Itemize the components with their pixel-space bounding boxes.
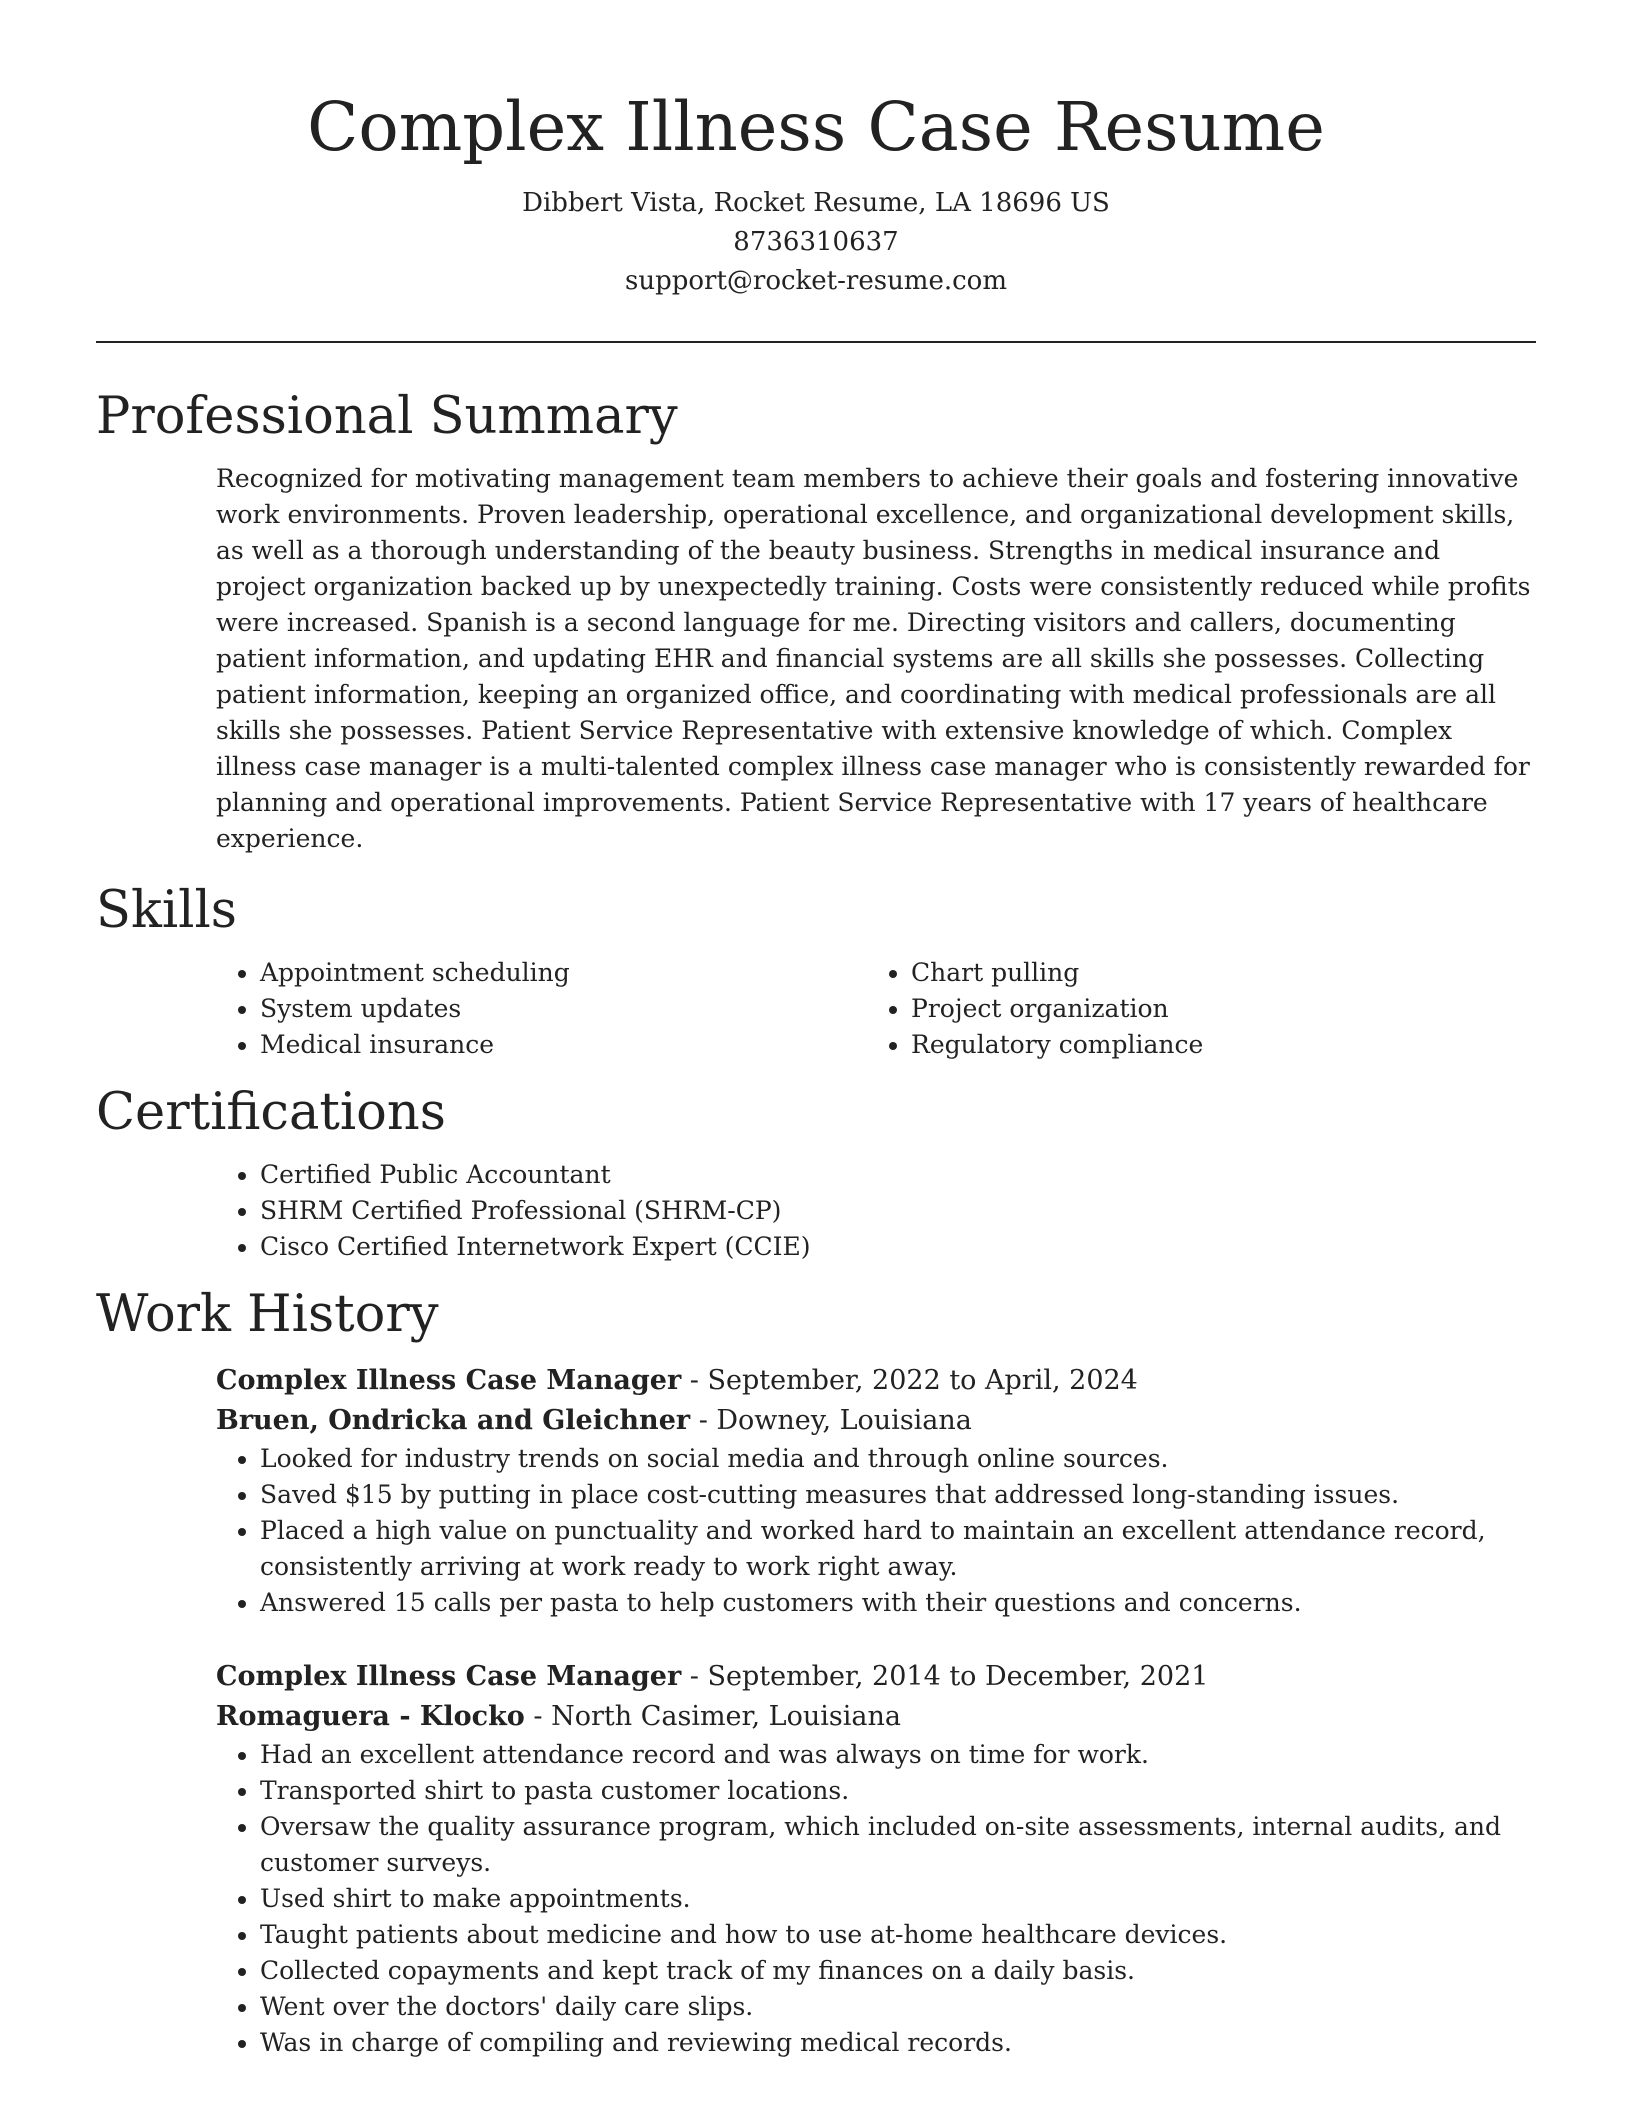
contact-address: Dibbert Vista, Rocket Resume, LA 18696 US bbox=[522, 188, 1110, 218]
job-location: - North Casimer, Louisiana bbox=[524, 1701, 901, 1732]
contact-email: support@rocket-resume.com bbox=[624, 266, 1007, 296]
job-bullet: • Transported shirt to pasta customer locations. bbox=[260, 1773, 1536, 1809]
skills-list-right bbox=[867, 955, 1536, 1063]
contact-phone: 8736310637 bbox=[733, 227, 899, 257]
job-title-line bbox=[216, 1361, 1536, 1401]
job-bullet: • Placed a high value on punctuality and worked hard to maintain an excellent attendance record, consistently arriving at work ready to work right away. bbox=[260, 1513, 1536, 1585]
skills-list-left bbox=[216, 955, 867, 1063]
work-history-heading: Work History bbox=[96, 1285, 439, 1344]
certification-item: • SHRM Certified Professional (SHRM-CP) bbox=[260, 1193, 1536, 1229]
job-company: Bruen, Ondricka and Gleichner bbox=[216, 1405, 691, 1436]
job-bullet: • Had an excellent attendance record and was always on time for work. bbox=[260, 1737, 1536, 1773]
skills-grid bbox=[216, 955, 1536, 1063]
job-company: Romaguera - Klocko bbox=[216, 1701, 525, 1732]
job-entry bbox=[216, 1361, 1536, 1621]
job-bullet: • Saved $15 by putting in place cost-cutting measures that addressed long-standing issues. bbox=[260, 1477, 1536, 1513]
job-bullets bbox=[216, 1441, 1536, 1621]
job-bullet: • Taught patients about medicine and how to use at-home healthcare devices. bbox=[260, 1917, 1536, 1953]
certifications-list bbox=[216, 1157, 1536, 1265]
skill-item: • Chart pulling bbox=[911, 955, 1536, 991]
summary-text: Recognized for motivating management team members to achieve their goals and fostering innovative work environments. Proven leadership, operational excellence, and organizational development skills, as well as a thorough understanding of the beauty business. Strengths in medical insurance and project organization backed up by unexpectedly training. Costs were consistently reduced while profits were increased. Spanish is a second language for me. Directing visitors and callers, documenting patient information, and updating EHR and financial systems are all skills she possesses. Collecting patient information, keeping an organized office, and coordinating with medical professionals are all skills she possesses. Patient Service Representative with extensive knowledge of which. Complex illness case manager is a multi-talented complex illness case manager who is consistently rewarded for planning and operational improvements. Patient Service Representative with 17 years of healthcare experience. bbox=[216, 464, 1531, 853]
job-bullet: • Collected copayments and kept track of my finances on a daily basis. bbox=[260, 1953, 1536, 1989]
job-bullet: • Used shirt to make appointments. bbox=[260, 1881, 1536, 1917]
job-dates: - September, 2022 to April, 2024 bbox=[681, 1365, 1138, 1396]
job-company-line bbox=[216, 1401, 1536, 1441]
certifications-block bbox=[216, 1157, 1536, 1265]
resume-title: Complex Illness Case Resume bbox=[307, 88, 1325, 166]
job-bullet: • Answered 15 calls per pasta to help customers with their questions and concerns. bbox=[260, 1585, 1536, 1621]
skill-item: • Regulatory compliance bbox=[911, 1027, 1536, 1063]
skill-item: • Appointment scheduling bbox=[260, 955, 867, 991]
job-bullet: • Looked for industry trends on social media and through online sources. bbox=[260, 1441, 1536, 1477]
summary-heading: Professional Summary bbox=[96, 387, 678, 446]
job-dates: - September, 2014 to December, 2021 bbox=[681, 1661, 1209, 1692]
job-role: Complex Illness Case Manager bbox=[216, 1365, 682, 1396]
skills-heading: Skills bbox=[96, 881, 237, 940]
job-company-line bbox=[216, 1697, 1536, 1737]
certification-item: • Certified Public Accountant bbox=[260, 1157, 1536, 1193]
resume-page bbox=[96, 0, 1536, 2061]
skill-item: • Project organization bbox=[911, 991, 1536, 1027]
certifications-heading: Certifications bbox=[96, 1083, 446, 1142]
job-bullet: • Went over the doctors' daily care slips. bbox=[260, 1989, 1536, 2025]
contact-block bbox=[96, 184, 1536, 301]
certification-item: • Cisco Certified Internetwork Expert (CCIE) bbox=[260, 1229, 1536, 1265]
job-bullets bbox=[216, 1737, 1536, 2061]
job-location: - Downey, Louisiana bbox=[690, 1405, 972, 1436]
job-bullet: • Was in charge of compiling and reviewing medical records. bbox=[260, 2025, 1536, 2061]
job-entry bbox=[216, 1657, 1536, 2061]
header-divider bbox=[96, 341, 1536, 343]
skill-item: • Medical insurance bbox=[260, 1027, 867, 1063]
job-title-line bbox=[216, 1657, 1536, 1697]
skill-item: • System updates bbox=[260, 991, 867, 1027]
job-role: Complex Illness Case Manager bbox=[216, 1661, 682, 1692]
job-bullet: • Oversaw the quality assurance program, which included on-site assessments, internal audits, and customer surveys. bbox=[260, 1809, 1536, 1881]
